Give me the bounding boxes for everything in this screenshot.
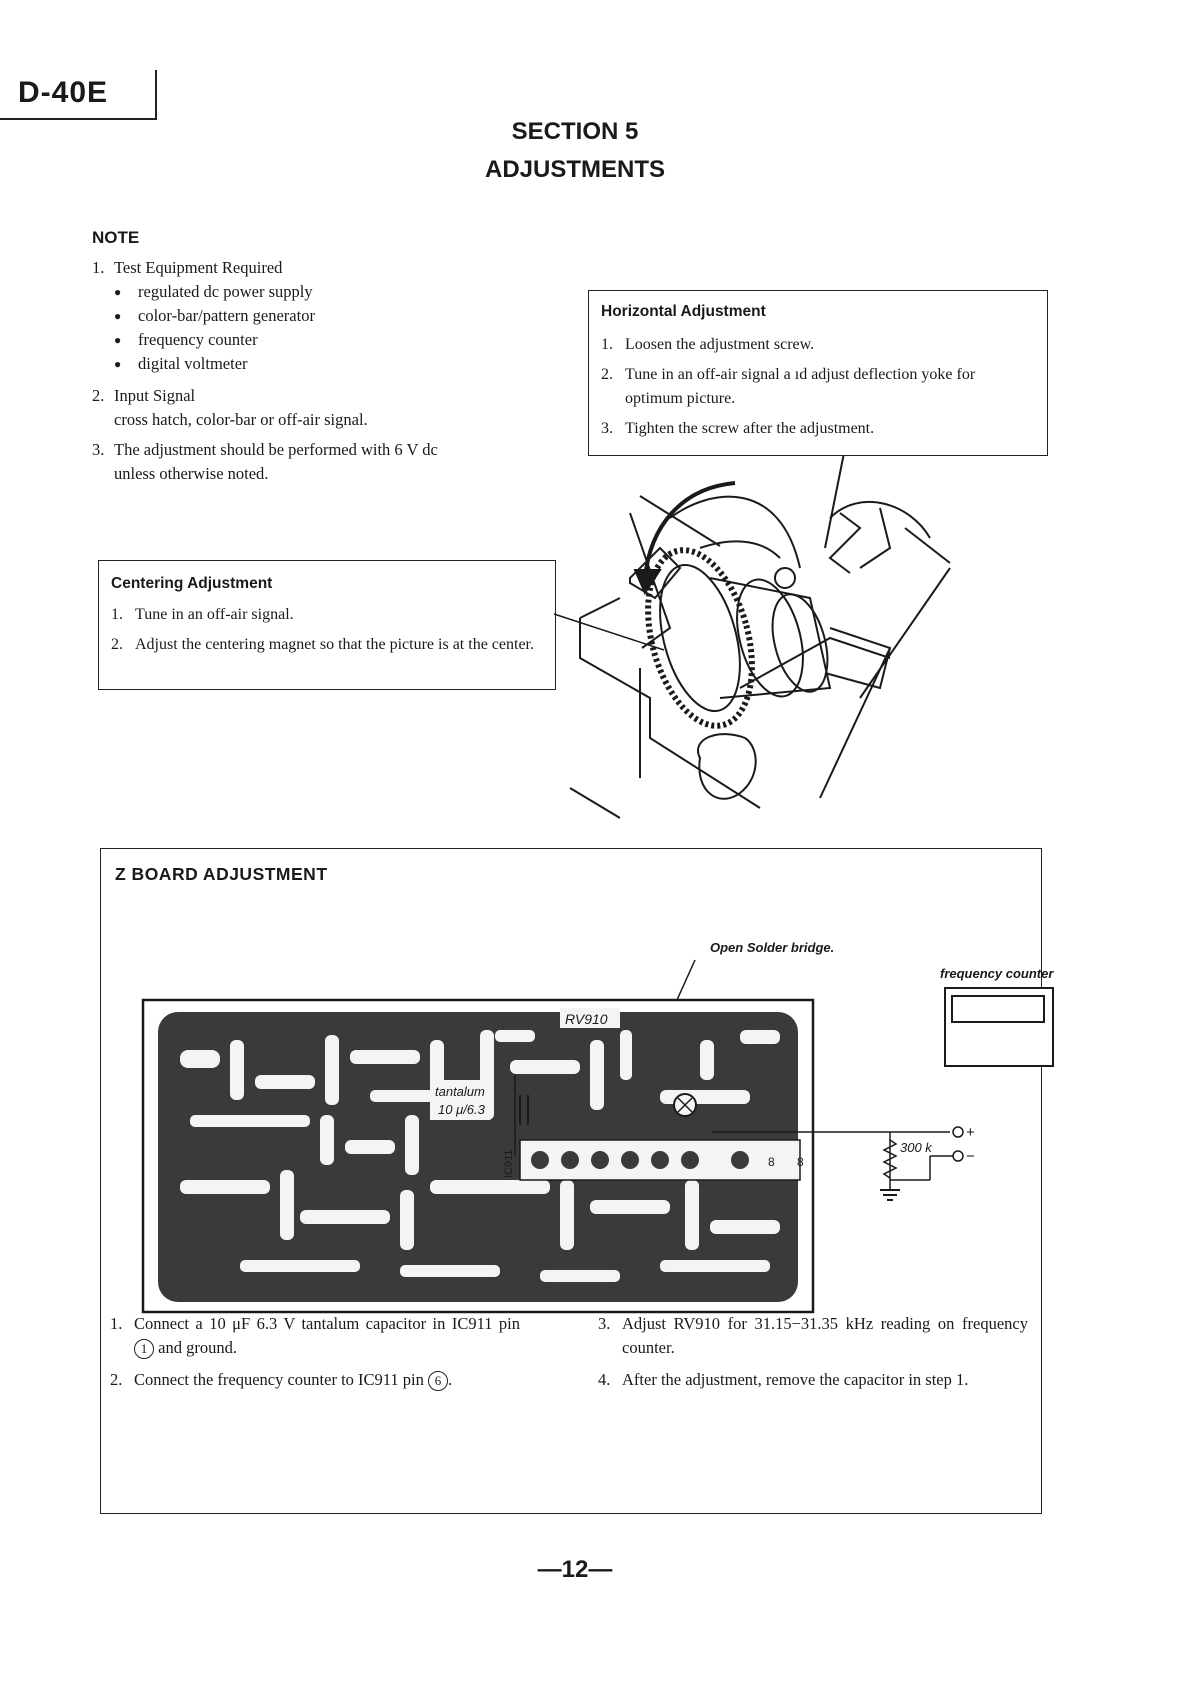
z-steps-right: [598, 1312, 1028, 1400]
model-number: D-40E: [18, 76, 109, 109]
equipment-item: ● regulated dc power supply: [114, 280, 552, 304]
z-step: 3. Adjust RV910 for 31.15−31.35 kHz reading on frequency counter.: [598, 1314, 1028, 1357]
note-item-3: 3. The adjustment should be performed with 6 V dc unless otherwise noted.: [92, 440, 438, 483]
ic911-label: IC911: [503, 1149, 515, 1178]
note-heading: NOTE: [92, 228, 140, 247]
outline-line: [860, 568, 950, 698]
horizontal-leader-line: [825, 448, 845, 548]
outline-line: [700, 541, 780, 558]
note-list: [92, 256, 552, 486]
capacitor-label-2: 10 μ/6.3: [438, 1102, 485, 1117]
leader-line: [554, 614, 664, 650]
equipment-item: ● digital voltmeter: [114, 352, 552, 376]
horizontal-steps: [601, 333, 1031, 447]
centering-adjustment-box: [98, 560, 556, 690]
equipment-item: ● frequency counter: [114, 328, 552, 352]
outline-line: [830, 502, 930, 538]
section-number: SECTION 5: [511, 118, 639, 145]
centering-adjustment-title: Centering Adjustment: [111, 575, 273, 592]
minus-label: −: [966, 1148, 975, 1165]
pin-label: 8: [797, 1155, 804, 1169]
rv910-label: RV910: [565, 1011, 608, 1027]
z-step: 4. After the adjustment, remove the capacitor in step 1.: [598, 1370, 969, 1389]
solder-bridge-label: Open Solder bridge.: [710, 940, 835, 955]
centering-step: 1. Tune in an off-air signal.: [111, 606, 294, 623]
page-title: ADJUSTMENTS: [484, 156, 665, 183]
z-board-diagram: [100, 900, 1054, 1330]
counter-plus-terminal: [953, 1127, 963, 1137]
pin-circle-6: 6: [428, 1371, 448, 1391]
pin-label: 8: [768, 1155, 775, 1169]
counter-minus-terminal: [953, 1151, 963, 1161]
z-step: 2. Connect the frequency counter to IC911 pin 6 .: [110, 1370, 453, 1389]
horizontal-adjustment-title: Horizontal Adjustment: [601, 303, 766, 320]
resistor-label: 300 k: [900, 1140, 932, 1155]
z-board-title: Z BOARD ADJUSTMENT: [115, 864, 328, 884]
note-item-2: 2. Input Signal cross hatch, color-bar or off-air signal.: [92, 386, 368, 429]
model-tag: [0, 70, 157, 120]
pin-circle-1: 1: [134, 1339, 154, 1359]
socket-cap: [698, 734, 756, 799]
plus-label: +: [966, 1124, 975, 1141]
centering-step: 2. Adjust the centering magnet so that the picture is at the center.: [111, 636, 534, 653]
counter-label: frequency counter: [940, 966, 1054, 981]
counter-display: [952, 996, 1044, 1022]
note-item-1: 1. Test Equipment Required: [92, 258, 283, 277]
equipment-item: ● color-bar/pattern generator: [114, 304, 552, 328]
page-number: —12—: [537, 1556, 613, 1583]
adjustment-screw: [775, 568, 795, 588]
outline-line: [860, 508, 890, 568]
centering-steps: [111, 603, 541, 663]
horizontal-step: 2. Tune in an off-air signal a ıd adjust deflection yoke for optimum picture.: [601, 366, 976, 407]
z-steps-left: [110, 1312, 520, 1400]
outline-line: [740, 638, 890, 688]
centering-leader: [554, 610, 674, 660]
outline-line: [830, 513, 860, 573]
yoke-body: [710, 578, 830, 698]
crt-neck: [825, 628, 890, 688]
z-step: 1. Connect a 10 μF 6.3 V tantalum capacitor in IC911 pin 1 and ground.: [110, 1314, 520, 1357]
capacitor-label-1: tantalum: [435, 1084, 485, 1099]
horizontal-step: 1. Loosen the adjustment screw.: [601, 336, 815, 353]
outline-line: [570, 788, 620, 818]
horizontal-adjustment-box: [588, 290, 1048, 456]
horizontal-step: 3. Tighten the screw after the adjustment.: [601, 420, 875, 437]
